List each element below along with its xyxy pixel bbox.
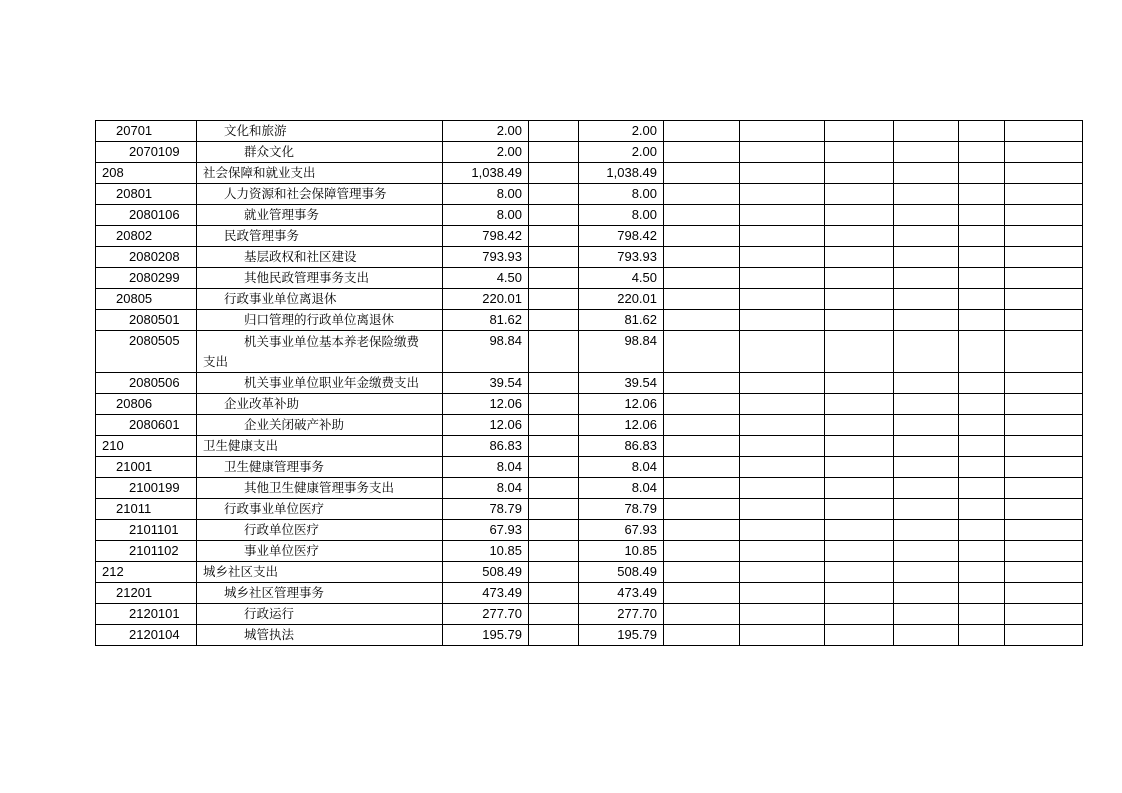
empty-cell <box>740 205 825 226</box>
subject-code-cell: 2101102 <box>96 541 197 562</box>
basic-expenditure-cell <box>529 289 579 310</box>
empty-cell <box>740 604 825 625</box>
empty-cell <box>1005 163 1083 184</box>
table-row <box>96 415 1083 436</box>
table-row <box>96 562 1083 583</box>
basic-expenditure-cell <box>529 436 579 457</box>
total-amount-cell: 277.70 <box>443 604 529 625</box>
subject-name-cell: 城管执法 <box>197 625 443 646</box>
empty-cell <box>959 625 1005 646</box>
subject-name-cell <box>197 331 443 373</box>
total-amount-cell: 12.06 <box>443 415 529 436</box>
empty-cell <box>1005 394 1083 415</box>
project-expenditure-cell: 67.93 <box>579 520 664 541</box>
empty-cell <box>1005 520 1083 541</box>
empty-cell <box>1005 184 1083 205</box>
empty-cell <box>664 604 740 625</box>
empty-cell <box>894 625 959 646</box>
empty-cell <box>740 331 825 373</box>
table-row <box>96 457 1083 478</box>
empty-cell <box>959 163 1005 184</box>
subject-name-cell: 城乡社区管理事务 <box>197 583 443 604</box>
empty-cell <box>825 583 894 604</box>
total-amount-cell: 67.93 <box>443 520 529 541</box>
total-amount-cell: 78.79 <box>443 499 529 520</box>
project-expenditure-cell: 277.70 <box>579 604 664 625</box>
project-expenditure-cell: 8.00 <box>579 184 664 205</box>
project-expenditure-cell: 12.06 <box>579 394 664 415</box>
empty-cell <box>1005 373 1083 394</box>
total-amount-cell: 81.62 <box>443 310 529 331</box>
empty-cell <box>959 394 1005 415</box>
total-amount-cell: 4.50 <box>443 268 529 289</box>
project-expenditure-cell: 81.62 <box>579 310 664 331</box>
table-row <box>96 478 1083 499</box>
project-expenditure-cell: 1,038.49 <box>579 163 664 184</box>
subject-name-cell: 城乡社区支出 <box>197 562 443 583</box>
empty-cell <box>825 541 894 562</box>
empty-cell <box>664 163 740 184</box>
empty-cell <box>825 562 894 583</box>
total-amount-cell: 39.54 <box>443 373 529 394</box>
empty-cell <box>959 184 1005 205</box>
empty-cell <box>1005 625 1083 646</box>
empty-cell <box>825 604 894 625</box>
empty-cell <box>825 478 894 499</box>
empty-cell <box>894 310 959 331</box>
empty-cell <box>664 205 740 226</box>
empty-cell <box>894 562 959 583</box>
subject-code-cell: 208 <box>96 163 197 184</box>
empty-cell <box>664 562 740 583</box>
table-row <box>96 436 1083 457</box>
subject-name-cell: 卫生健康管理事务 <box>197 457 443 478</box>
subject-name-cell: 文化和旅游 <box>197 121 443 142</box>
subject-name-cell: 其他卫生健康管理事务支出 <box>197 478 443 499</box>
empty-cell <box>959 373 1005 394</box>
empty-cell <box>959 415 1005 436</box>
empty-cell <box>740 247 825 268</box>
empty-cell <box>740 625 825 646</box>
basic-expenditure-cell <box>529 499 579 520</box>
basic-expenditure-cell <box>529 604 579 625</box>
empty-cell <box>894 520 959 541</box>
basic-expenditure-cell <box>529 184 579 205</box>
project-expenditure-cell: 12.06 <box>579 415 664 436</box>
empty-cell <box>740 373 825 394</box>
total-amount-cell: 98.84 <box>443 331 529 373</box>
project-expenditure-cell: 10.85 <box>579 541 664 562</box>
empty-cell <box>825 142 894 163</box>
empty-cell <box>740 226 825 247</box>
project-expenditure-cell: 793.93 <box>579 247 664 268</box>
empty-cell <box>1005 499 1083 520</box>
basic-expenditure-cell <box>529 205 579 226</box>
total-amount-cell: 473.49 <box>443 583 529 604</box>
empty-cell <box>740 457 825 478</box>
total-amount-cell: 8.00 <box>443 184 529 205</box>
table-row <box>96 289 1083 310</box>
empty-cell <box>825 394 894 415</box>
project-expenditure-cell: 508.49 <box>579 562 664 583</box>
subject-name-cell: 卫生健康支出 <box>197 436 443 457</box>
basic-expenditure-cell <box>529 478 579 499</box>
table-row <box>96 541 1083 562</box>
empty-cell <box>894 604 959 625</box>
empty-cell <box>959 310 1005 331</box>
empty-cell <box>1005 541 1083 562</box>
empty-cell <box>1005 289 1083 310</box>
basic-expenditure-cell <box>529 373 579 394</box>
empty-cell <box>740 541 825 562</box>
empty-cell <box>740 478 825 499</box>
empty-cell <box>1005 583 1083 604</box>
empty-cell <box>894 373 959 394</box>
empty-cell <box>740 268 825 289</box>
subject-name-line-2: 支出 <box>203 353 229 369</box>
empty-cell <box>959 562 1005 583</box>
project-expenditure-cell: 98.84 <box>579 331 664 373</box>
empty-cell <box>894 163 959 184</box>
project-expenditure-cell: 195.79 <box>579 625 664 646</box>
table-row <box>96 184 1083 205</box>
table-row <box>96 499 1083 520</box>
empty-cell <box>740 121 825 142</box>
empty-cell <box>894 436 959 457</box>
basic-expenditure-cell <box>529 541 579 562</box>
empty-cell <box>825 625 894 646</box>
subject-name-line-1: 机关事业单位基本养老保险缴费 <box>244 333 420 349</box>
project-expenditure-cell: 8.04 <box>579 478 664 499</box>
empty-cell <box>1005 478 1083 499</box>
subject-name-cell: 人力资源和社会保障管理事务 <box>197 184 443 205</box>
empty-cell <box>740 499 825 520</box>
basic-expenditure-cell <box>529 394 579 415</box>
project-expenditure-cell: 473.49 <box>579 583 664 604</box>
empty-cell <box>894 499 959 520</box>
project-expenditure-cell: 2.00 <box>579 142 664 163</box>
subject-code-cell: 210 <box>96 436 197 457</box>
empty-cell <box>664 268 740 289</box>
subject-code-cell: 20805 <box>96 289 197 310</box>
empty-cell <box>1005 205 1083 226</box>
table-row <box>96 310 1083 331</box>
table-row <box>96 268 1083 289</box>
empty-cell <box>825 121 894 142</box>
empty-cell <box>825 331 894 373</box>
project-expenditure-cell: 39.54 <box>579 373 664 394</box>
empty-cell <box>740 310 825 331</box>
empty-cell <box>825 163 894 184</box>
empty-cell <box>664 184 740 205</box>
empty-cell <box>1005 562 1083 583</box>
table-row <box>96 226 1083 247</box>
empty-cell <box>959 247 1005 268</box>
empty-cell <box>740 163 825 184</box>
empty-cell <box>1005 331 1083 373</box>
project-expenditure-cell: 8.04 <box>579 457 664 478</box>
empty-cell <box>959 457 1005 478</box>
empty-cell <box>825 268 894 289</box>
empty-cell <box>894 478 959 499</box>
empty-cell <box>825 205 894 226</box>
basic-expenditure-cell <box>529 247 579 268</box>
empty-cell <box>664 394 740 415</box>
empty-cell <box>825 226 894 247</box>
empty-cell <box>825 415 894 436</box>
empty-cell <box>825 247 894 268</box>
subject-code-cell: 21001 <box>96 457 197 478</box>
empty-cell <box>1005 268 1083 289</box>
table-row <box>96 394 1083 415</box>
subject-code-cell: 20802 <box>96 226 197 247</box>
empty-cell <box>959 583 1005 604</box>
basic-expenditure-cell <box>529 562 579 583</box>
empty-cell <box>825 457 894 478</box>
empty-cell <box>740 562 825 583</box>
basic-expenditure-cell <box>529 457 579 478</box>
subject-name-cell: 归口管理的行政单位离退休 <box>197 310 443 331</box>
total-amount-cell: 10.85 <box>443 541 529 562</box>
total-amount-cell: 793.93 <box>443 247 529 268</box>
subject-name-cell: 企业关闭破产补助 <box>197 415 443 436</box>
subject-code-cell: 2101101 <box>96 520 197 541</box>
subject-name-cell: 群众文化 <box>197 142 443 163</box>
subject-code-cell: 2080506 <box>96 373 197 394</box>
subject-code-cell: 212 <box>96 562 197 583</box>
empty-cell <box>664 121 740 142</box>
empty-cell <box>664 310 740 331</box>
subject-code-cell: 2100199 <box>96 478 197 499</box>
total-amount-cell: 12.06 <box>443 394 529 415</box>
empty-cell <box>959 268 1005 289</box>
empty-cell <box>894 226 959 247</box>
basic-expenditure-cell <box>529 163 579 184</box>
total-amount-cell: 86.83 <box>443 436 529 457</box>
total-amount-cell: 2.00 <box>443 142 529 163</box>
empty-cell <box>740 289 825 310</box>
basic-expenditure-cell <box>529 121 579 142</box>
empty-cell <box>894 184 959 205</box>
empty-cell <box>664 247 740 268</box>
basic-expenditure-cell <box>529 268 579 289</box>
empty-cell <box>959 541 1005 562</box>
empty-cell <box>664 583 740 604</box>
empty-cell <box>1005 247 1083 268</box>
subject-name-cell: 行政事业单位医疗 <box>197 499 443 520</box>
table-row <box>96 247 1083 268</box>
empty-cell <box>894 121 959 142</box>
empty-cell <box>740 142 825 163</box>
empty-cell <box>740 520 825 541</box>
empty-cell <box>664 415 740 436</box>
empty-cell <box>740 415 825 436</box>
basic-expenditure-cell <box>529 520 579 541</box>
empty-cell <box>664 499 740 520</box>
empty-cell <box>894 394 959 415</box>
empty-cell <box>664 625 740 646</box>
subject-code-cell: 21011 <box>96 499 197 520</box>
empty-cell <box>1005 121 1083 142</box>
basic-expenditure-cell <box>529 415 579 436</box>
subject-name-cell: 企业改革补助 <box>197 394 443 415</box>
subject-name-cell: 民政管理事务 <box>197 226 443 247</box>
total-amount-cell: 220.01 <box>443 289 529 310</box>
empty-cell <box>1005 436 1083 457</box>
empty-cell <box>825 436 894 457</box>
empty-cell <box>740 583 825 604</box>
empty-cell <box>1005 415 1083 436</box>
subject-code-cell: 2080299 <box>96 268 197 289</box>
subject-code-cell: 2120101 <box>96 604 197 625</box>
empty-cell <box>825 184 894 205</box>
project-expenditure-cell: 2.00 <box>579 121 664 142</box>
total-amount-cell: 798.42 <box>443 226 529 247</box>
subject-name-cell: 行政单位医疗 <box>197 520 443 541</box>
empty-cell <box>1005 226 1083 247</box>
table-row <box>96 583 1083 604</box>
empty-cell <box>959 142 1005 163</box>
table-row <box>96 121 1083 142</box>
subject-code-cell: 20806 <box>96 394 197 415</box>
empty-cell <box>740 436 825 457</box>
empty-cell <box>894 289 959 310</box>
subject-code-cell: 20701 <box>96 121 197 142</box>
table-row <box>96 142 1083 163</box>
empty-cell <box>664 373 740 394</box>
table-row <box>96 520 1083 541</box>
subject-name-cell: 社会保障和就业支出 <box>197 163 443 184</box>
subject-code-cell: 21201 <box>96 583 197 604</box>
table-row <box>96 331 1083 373</box>
subject-code-cell: 2120104 <box>96 625 197 646</box>
subject-code-cell: 2080106 <box>96 205 197 226</box>
empty-cell <box>959 436 1005 457</box>
empty-cell <box>894 541 959 562</box>
subject-name-cell: 就业管理事务 <box>197 205 443 226</box>
subject-name-cell: 行政运行 <box>197 604 443 625</box>
basic-expenditure-cell <box>529 625 579 646</box>
empty-cell <box>740 184 825 205</box>
empty-cell <box>959 499 1005 520</box>
subject-code-cell: 2070109 <box>96 142 197 163</box>
empty-cell <box>894 583 959 604</box>
project-expenditure-cell: 798.42 <box>579 226 664 247</box>
empty-cell <box>664 478 740 499</box>
subject-name-cell: 事业单位医疗 <box>197 541 443 562</box>
empty-cell <box>959 331 1005 373</box>
empty-cell <box>1005 457 1083 478</box>
empty-cell <box>959 205 1005 226</box>
empty-cell <box>664 436 740 457</box>
total-amount-cell: 8.00 <box>443 205 529 226</box>
empty-cell <box>825 520 894 541</box>
total-amount-cell: 2.00 <box>443 121 529 142</box>
empty-cell <box>664 331 740 373</box>
subject-code-cell: 2080601 <box>96 415 197 436</box>
subject-code-cell: 2080208 <box>96 247 197 268</box>
empty-cell <box>894 331 959 373</box>
total-amount-cell: 195.79 <box>443 625 529 646</box>
subject-name-cell: 机关事业单位职业年金缴费支出 <box>197 373 443 394</box>
empty-cell <box>959 121 1005 142</box>
subject-code-cell: 20801 <box>96 184 197 205</box>
project-expenditure-cell: 4.50 <box>579 268 664 289</box>
basic-expenditure-cell <box>529 226 579 247</box>
project-expenditure-cell: 220.01 <box>579 289 664 310</box>
basic-expenditure-cell <box>529 142 579 163</box>
budget-table <box>95 120 1083 646</box>
basic-expenditure-cell <box>529 583 579 604</box>
empty-cell <box>740 394 825 415</box>
empty-cell <box>959 478 1005 499</box>
project-expenditure-cell: 8.00 <box>579 205 664 226</box>
empty-cell <box>1005 310 1083 331</box>
empty-cell <box>959 226 1005 247</box>
subject-code-cell: 2080501 <box>96 310 197 331</box>
subject-name-cell: 基层政权和社区建设 <box>197 247 443 268</box>
empty-cell <box>664 457 740 478</box>
table-row <box>96 373 1083 394</box>
table-row <box>96 604 1083 625</box>
empty-cell <box>894 142 959 163</box>
empty-cell <box>894 457 959 478</box>
total-amount-cell: 1,038.49 <box>443 163 529 184</box>
empty-cell <box>959 604 1005 625</box>
empty-cell <box>664 520 740 541</box>
empty-cell <box>1005 604 1083 625</box>
subject-code-cell: 2080505 <box>96 331 197 373</box>
table-row <box>96 205 1083 226</box>
empty-cell <box>825 310 894 331</box>
basic-expenditure-cell <box>529 310 579 331</box>
empty-cell <box>894 268 959 289</box>
empty-cell <box>664 541 740 562</box>
empty-cell <box>664 142 740 163</box>
empty-cell <box>825 373 894 394</box>
total-amount-cell: 508.49 <box>443 562 529 583</box>
subject-name-cell: 其他民政管理事务支出 <box>197 268 443 289</box>
subject-name-cell: 行政事业单位离退休 <box>197 289 443 310</box>
empty-cell <box>959 520 1005 541</box>
table-row <box>96 625 1083 646</box>
empty-cell <box>825 499 894 520</box>
empty-cell <box>664 289 740 310</box>
project-expenditure-cell: 78.79 <box>579 499 664 520</box>
empty-cell <box>664 226 740 247</box>
total-amount-cell: 8.04 <box>443 478 529 499</box>
empty-cell <box>1005 142 1083 163</box>
project-expenditure-cell: 86.83 <box>579 436 664 457</box>
empty-cell <box>894 247 959 268</box>
empty-cell <box>959 289 1005 310</box>
empty-cell <box>894 415 959 436</box>
total-amount-cell: 8.04 <box>443 457 529 478</box>
basic-expenditure-cell <box>529 331 579 373</box>
table-row <box>96 163 1083 184</box>
empty-cell <box>825 289 894 310</box>
empty-cell <box>894 205 959 226</box>
